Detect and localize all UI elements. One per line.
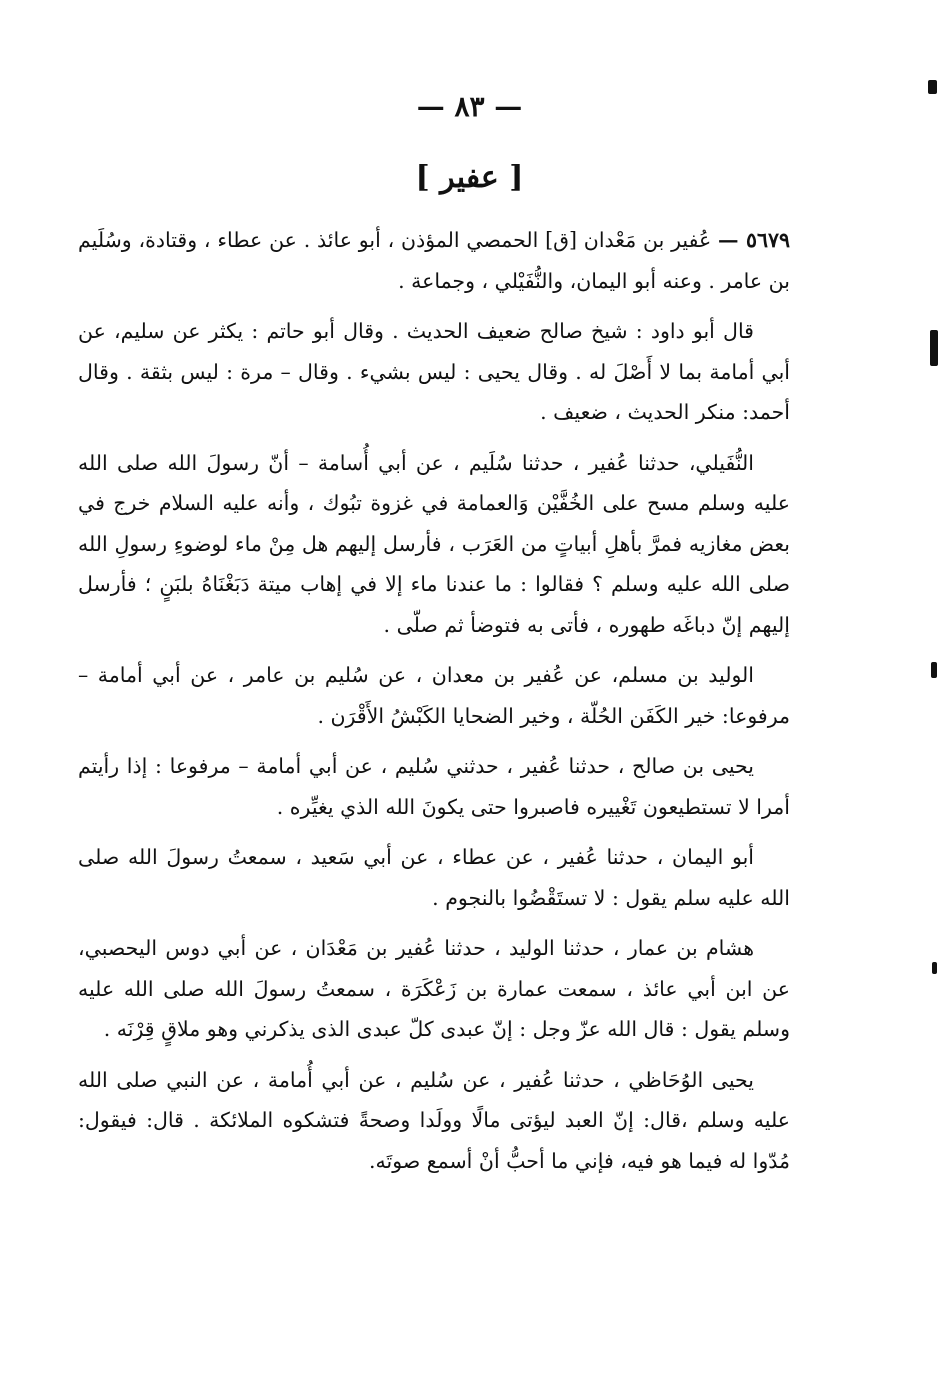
paragraph: النُّفَيلي، حدثنا عُفير ، حدثنا سُلَيم ، عن أبي أُسامة – أنّ رسولَ الله صلى الله عليه وسلم مسح على الخُفَّيْن وَالعمامة في غزوة تبُوك ، وأنه عليه السلام خرج في بعض مغازيه فمرَّ بأهلِ أبياتٍ من العَرَب ، فأرسل إليهم هل مِنْ ماء لوضوءِ رسولِ الله صلى الله عليه وسلم ؟ فقالوا : ما عندنا ماء إلا في إهاب ميتة دَبَغْنَاهُ بلبَنٍ ؛ فأرسل إليهم إنّ دباغَه طهوره ، فأتى به فتوضأ ثم صلّى . <box>78 450 790 637</box>
entry-text: عُفير بن مَعْدان [ق] الحمصي المؤذن ، أبو عائذ . عن عطاء ، وقتادة، وسُلَيم بن عامر . وعنه أبو اليمان، والنُّفَيْلي ، وجماعة . <box>78 228 790 293</box>
entry-number: ٥٦٧٩ — <box>718 228 790 252</box>
paragraph: أبو اليمان ، حدثنا عُفير ، عن عطاء ، عن أبي سَعيد ، سمعتُ رسولَ الله صلى الله عليه سلم يقول : لا تستَقْضُوا بالنجوم . <box>78 845 790 910</box>
scan-mark <box>932 962 937 974</box>
paragraph: الوليد بن مسلم، عن عُفير بن معدان ، عن سُليم بن عامر ، عن أبي أمامة – مرفوعا: خير الكَفَن الحُلّة ، وخير الضحايا الكَبْشُ الأَقْرَن . <box>78 663 790 728</box>
entry-paragraph <box>78 220 790 301</box>
paragraph: يحيى بن صالح ، حدثنا عُفير ، حدثني سُليم ، عن أبي أمامة – مرفوعا : إذا رأيتم أمرا لا تستطيعون تَغْييره فاصبروا حتى يكونَ الله الذي يغيِّره . <box>78 754 790 819</box>
paragraph: هشام بن عمار ، حدثنا الوليد ، حدثنا عُفير بن مَعْدَان ، عن أبي دوس اليحصبي، عن ابن أبي عائذ ، سمعت عمارة بن زَعْكَرَة ، سمعتُ رسولَ الله صلى الله عليه وسلم يقول : قال الله عزّ وجل : إنّ عبدى كلّ عبدى الذى يذكرني وهو ملاقٍ قِرْنَه . <box>78 936 790 1041</box>
scan-mark <box>931 662 937 678</box>
section-title: [ عفير ] <box>415 160 524 195</box>
paragraph: يحيى الوُحَاظي ، حدثنا عُفير ، عن سُليم ، عن أبي أُمامة ، عن النبي صلى الله عليه وسلم ،قال: إنّ العبد ليؤتى مالًا وولَدا وصحةً فتشكوه الملائكة . قال: فيقول: مُدّوا له فيما هو فيه، فإني ما أحبُّ أنْ أسمع صوتَه. <box>78 1067 790 1173</box>
scan-mark <box>928 80 937 94</box>
page-number: — ٨٣ — <box>416 90 523 123</box>
page-body <box>78 220 790 1191</box>
scan-mark <box>930 330 938 366</box>
paragraph: قال أبو داود : شيخ صالح ضعيف الحديث . وقال أبو حاتم : يكثر عن سليم، عن أبي أمامة بما لا أَصْلَ له . وقال يحيى : ليس بشيء . وقال – مرة : ليس بثقة . وقال أحمد: منكر الحديث ، ضعيف . <box>78 319 790 424</box>
